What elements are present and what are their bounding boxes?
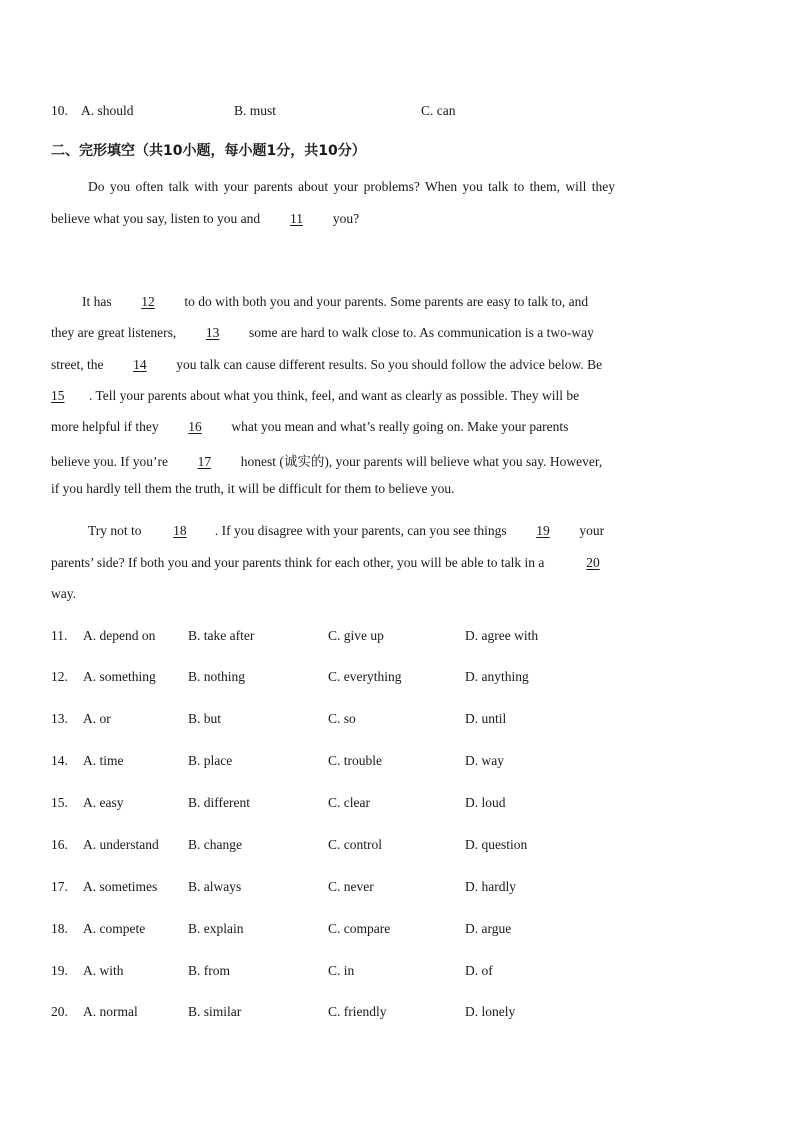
- passage-line: Try not to 18 . If you disagree with your parents, can you see things 19 your: [88, 523, 605, 538]
- option-b: B. always: [188, 879, 242, 894]
- option-d: D. anything: [465, 669, 529, 684]
- option-c: C. trouble: [328, 753, 382, 768]
- option-a: A. time: [83, 753, 124, 768]
- option-a: A. understand: [83, 837, 159, 852]
- option-b: B. take after: [188, 628, 255, 643]
- passage-line: they are great listeners, 13 some are hard to walk close to. As communication is a two-way: [51, 325, 594, 340]
- option-d: D. hardly: [465, 879, 516, 894]
- option-c: C. in: [328, 963, 355, 978]
- option-d: D. loud: [465, 795, 506, 810]
- option-b: B. from: [188, 963, 230, 978]
- option-a: A. normal: [83, 1004, 138, 1019]
- blank-19: 19: [536, 523, 550, 538]
- option-a: A. with: [83, 963, 124, 978]
- option-b: B. but: [188, 711, 222, 726]
- option-d: D. agree with: [465, 628, 539, 643]
- blank-14: 14: [133, 357, 147, 372]
- option-b: B. change: [188, 837, 242, 852]
- question-number: 12.: [51, 669, 68, 684]
- question-number: 19.: [51, 963, 68, 978]
- option-c: C. give up: [328, 628, 384, 643]
- option-a: A. something: [83, 669, 156, 684]
- option-a: A. should: [81, 103, 134, 118]
- passage-line: It has 12 to do with both you and your parents. Some parents are easy to talk to, and: [82, 294, 589, 309]
- option-b: B. nothing: [188, 669, 246, 684]
- option-d: D. lonely: [465, 1004, 516, 1019]
- question-number: 17.: [51, 879, 68, 894]
- blank-16: 16: [188, 419, 202, 434]
- question-number: 11.: [51, 628, 68, 643]
- passage-line: parents’ side? If both you and your parents think for each other, you will be able to talk in a 20: [51, 555, 600, 570]
- passage-line: if you hardly tell them the truth, it will be difficult for them to believe you.: [51, 481, 455, 496]
- question-number: 18.: [51, 921, 68, 936]
- option-d: D. until: [465, 711, 507, 726]
- passage-line: believe you. If you’re 17 honest (诚实的), your parents will believe what you say. However,: [51, 454, 603, 469]
- question-number: 20.: [51, 1004, 68, 1019]
- option-c: C. clear: [328, 795, 370, 810]
- option-b: B. place: [188, 753, 233, 768]
- option-c: C. control: [328, 837, 382, 852]
- option-b: B. different: [188, 795, 250, 810]
- passage-line: more helpful if they 16 what you mean and what’s really going on. Make your parents: [51, 419, 569, 434]
- option-c: C. so: [328, 711, 356, 726]
- blank-20: 20: [586, 555, 600, 570]
- option-b: B. explain: [188, 921, 244, 936]
- option-c: C. never: [328, 879, 374, 894]
- question-number: 15.: [51, 795, 68, 810]
- option-a: A. or: [83, 711, 111, 726]
- question-number: 16.: [51, 837, 68, 852]
- passage-line: street, the 14 you talk can cause different results. So you should follow the advice below. Be: [51, 357, 603, 372]
- option-c: C. friendly: [328, 1004, 387, 1019]
- option-c: C. everything: [328, 669, 402, 684]
- passage-line: way.: [51, 586, 76, 601]
- blank-15: 15: [51, 388, 65, 403]
- question-number: 14.: [51, 753, 68, 768]
- option-c: C. can: [421, 103, 456, 118]
- option-d: D. of: [465, 963, 493, 978]
- option-a: A. compete: [83, 921, 146, 936]
- option-b: B. similar: [188, 1004, 242, 1019]
- option-d: D. way: [465, 753, 504, 768]
- option-a: A. sometimes: [83, 879, 158, 894]
- question-number: 10.: [51, 103, 68, 118]
- option-b: B. must: [234, 103, 277, 118]
- blank-12: 12: [141, 294, 155, 309]
- passage-line: 15 . Tell your parents about what you think, feel, and want as clearly as possible. They will be: [51, 388, 580, 403]
- option-d: D. question: [465, 837, 528, 852]
- option-d: D. argue: [465, 921, 512, 936]
- blank-13: 13: [205, 325, 220, 340]
- passage-line: Do you often talk with your parents about your problems? When you talk to them, will they: [88, 179, 616, 194]
- section-title: 二、完形填空（共10小题，每小题1分，共10分）: [51, 143, 366, 159]
- option-c: C. compare: [328, 921, 391, 936]
- blank-17: 17: [197, 454, 212, 469]
- option-a: A. easy: [83, 795, 124, 810]
- blank-11: 11: [289, 211, 303, 226]
- passage-line: believe what you say, listen to you and 11 you?: [51, 211, 360, 226]
- blank-18: 18: [173, 523, 187, 538]
- question-number: 13.: [51, 711, 68, 726]
- option-a: A. depend on: [83, 628, 156, 643]
